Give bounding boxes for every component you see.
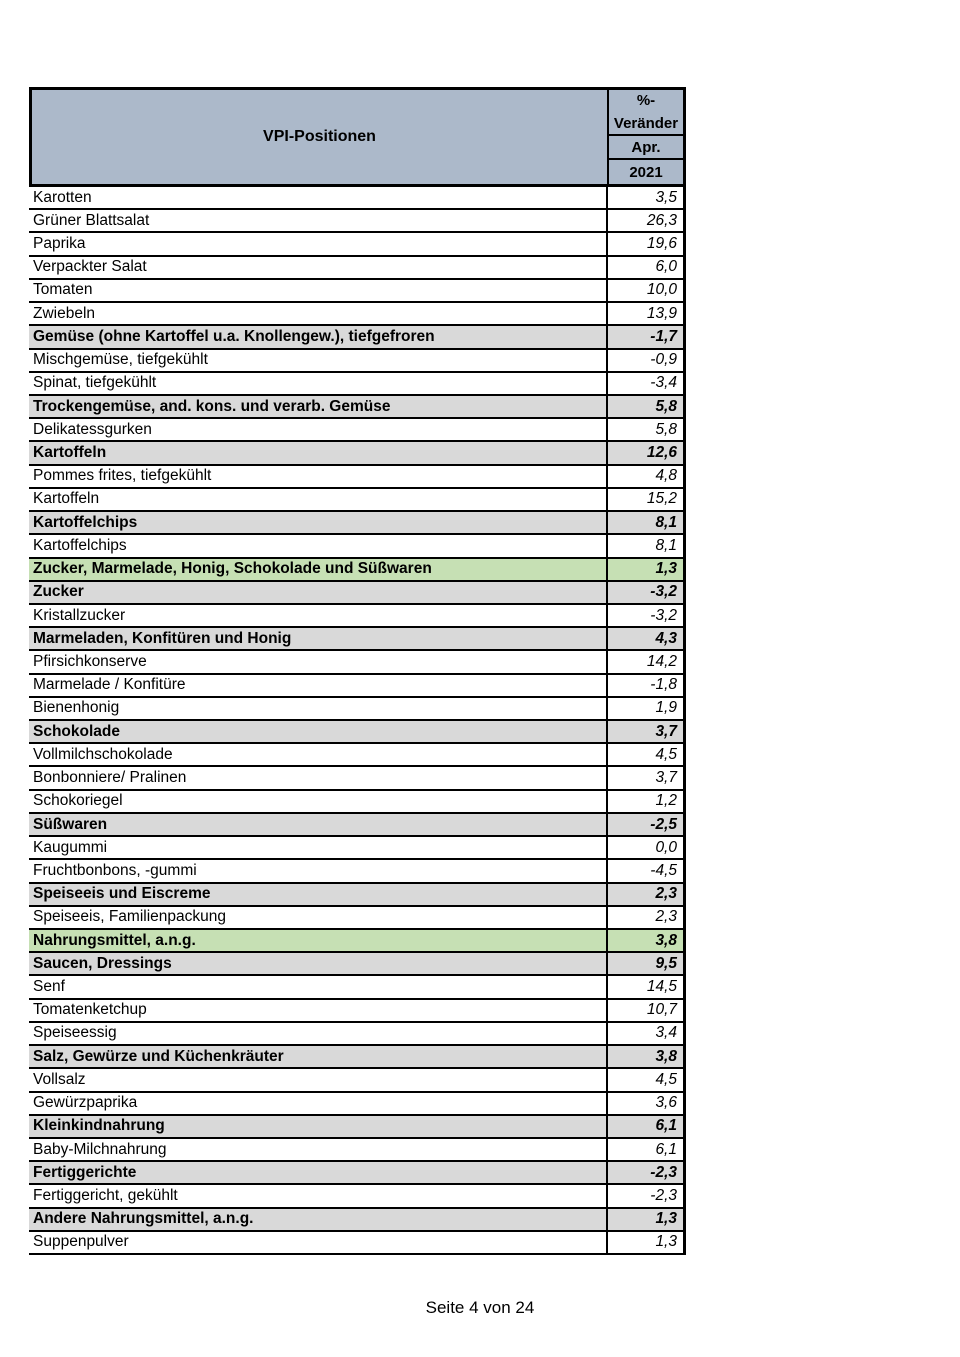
table-row — [29, 721, 686, 744]
table-row — [29, 1185, 686, 1208]
table-row — [29, 512, 686, 535]
table-row — [29, 559, 686, 582]
table-row — [29, 373, 686, 396]
table-row — [29, 814, 686, 837]
row-value: 3,4 — [606, 1023, 686, 1044]
row-value: 26,3 — [606, 210, 686, 231]
row-value: 4,5 — [606, 744, 686, 765]
row-value: 19,6 — [606, 233, 686, 254]
table-row — [29, 860, 686, 883]
row-value: 1,2 — [606, 791, 686, 812]
row-value: 9,5 — [606, 953, 686, 974]
row-label: Andere Nahrungsmittel, a.n.g. — [33, 1210, 254, 1228]
table-row — [29, 303, 686, 326]
row-label: Grüner Blattsalat — [33, 211, 150, 229]
row-value: 3,7 — [606, 767, 686, 788]
table-row — [29, 791, 686, 814]
row-value: 1,3 — [606, 1209, 686, 1230]
page-number: Seite 4 von 24 — [425, 1298, 535, 1317]
row-value: 3,6 — [606, 1093, 686, 1114]
row-value: 1,3 — [606, 1232, 686, 1253]
row-label: Fertiggericht, gekühlt — [33, 1187, 178, 1205]
row-value: 6,1 — [606, 1116, 686, 1137]
table-row — [29, 976, 686, 999]
table-row — [29, 257, 686, 280]
row-value: 4,8 — [606, 466, 686, 487]
row-value: 1,3 — [606, 559, 686, 580]
row-label: Kleinkindnahrung — [33, 1117, 165, 1135]
change-column-header — [609, 90, 683, 184]
row-value: -1,8 — [606, 675, 686, 696]
table-row — [29, 396, 686, 419]
table-row — [29, 698, 686, 721]
row-label: Süßwaren — [33, 815, 108, 833]
row-value: 6,1 — [606, 1139, 686, 1160]
row-label: Marmeladen, Konfitüren und Honig — [33, 629, 292, 647]
row-value: -4,5 — [606, 860, 686, 881]
table-row — [29, 930, 686, 953]
table-body — [29, 187, 686, 1255]
row-label: Senf — [33, 978, 65, 996]
row-label: Kartoffelchips — [33, 536, 127, 554]
row-value: 2,3 — [606, 907, 686, 928]
row-value: 12,6 — [606, 442, 686, 463]
row-value: 4,5 — [606, 1069, 686, 1090]
table-row — [29, 1116, 686, 1139]
row-value: 5,8 — [606, 419, 686, 440]
row-label: Speiseessig — [33, 1024, 117, 1042]
row-label: Vollmilchschokolade — [33, 745, 173, 763]
row-label: Tomatenketchup — [33, 1001, 147, 1019]
table-header — [29, 87, 686, 187]
row-value: 14,5 — [606, 976, 686, 997]
row-label: Trockengemüse, and. kons. und verarb. Gemüse — [33, 397, 391, 415]
row-value: 0,0 — [606, 837, 686, 858]
change-header-line1: %- — [636, 92, 656, 109]
row-label: Baby-Milchnahrung — [33, 1140, 167, 1158]
table-row — [29, 233, 686, 256]
table-row — [29, 1162, 686, 1185]
row-value: 15,2 — [606, 489, 686, 510]
table-row — [29, 907, 686, 930]
row-value: -2,3 — [606, 1162, 686, 1183]
row-label: Paprika — [33, 235, 86, 253]
table-row — [29, 1069, 686, 1092]
row-label: Gewürzpaprika — [33, 1094, 138, 1112]
row-value: 10,7 — [606, 1000, 686, 1021]
positions-column-header: VPI-Positionen — [32, 90, 609, 184]
table-row — [29, 953, 686, 976]
month-header: Apr. — [609, 136, 683, 160]
table-row — [29, 628, 686, 651]
row-label: Fertiggerichte — [33, 1163, 137, 1181]
change-header-line2: Veränder — [613, 115, 679, 132]
table-row — [29, 1000, 686, 1023]
row-label: Zucker, Marmelade, Honig, Schokolade und Süßwaren — [33, 560, 432, 578]
table-row — [29, 837, 686, 860]
row-value: -2,5 — [606, 814, 686, 835]
table-row — [29, 675, 686, 698]
table-row — [29, 1232, 686, 1255]
table-row — [29, 1046, 686, 1069]
row-value: 3,8 — [606, 1046, 686, 1067]
row-value: -3,2 — [606, 605, 686, 626]
row-label: Kartoffelchips — [33, 513, 138, 531]
row-value: 4,3 — [606, 628, 686, 649]
row-label: Salz, Gewürze und Küchenkräuter — [33, 1047, 284, 1065]
row-label: Bonbonniere/ Pralinen — [33, 769, 187, 787]
row-label: Mischgemüse, tiefgekühlt — [33, 351, 208, 369]
table-row — [29, 1023, 686, 1046]
row-label: Kartoffeln — [33, 490, 100, 508]
row-label: Saucen, Dressings — [33, 954, 172, 972]
row-value: -2,3 — [606, 1185, 686, 1206]
row-value: 10,0 — [606, 280, 686, 301]
row-label: Bienenhonig — [33, 699, 120, 717]
table-row — [29, 466, 686, 489]
table-row — [29, 280, 686, 303]
row-label: Speiseeis, Familienpackung — [33, 908, 226, 926]
row-label: Suppenpulver — [33, 1233, 129, 1251]
table-row — [29, 767, 686, 790]
table-row — [29, 326, 686, 349]
row-label: Delikatessgurken — [33, 420, 152, 438]
table-row — [29, 1093, 686, 1116]
row-value: -0,9 — [606, 350, 686, 371]
row-label: Fruchtbonbons, -gummi — [33, 861, 197, 879]
row-label: Gemüse (ohne Kartoffel u.a. Knollengew.), tiefgefroren — [33, 327, 435, 345]
row-value: 2,3 — [606, 884, 686, 905]
row-label: Karotten — [33, 188, 92, 206]
table-row — [29, 442, 686, 465]
row-value: 8,1 — [606, 535, 686, 556]
row-value: -3,4 — [606, 373, 686, 394]
row-label: Tomaten — [33, 281, 93, 299]
table-row — [29, 1209, 686, 1232]
row-label: Zucker — [33, 583, 84, 601]
row-value: 3,7 — [606, 721, 686, 742]
table-row — [29, 489, 686, 512]
row-value: 13,9 — [606, 303, 686, 324]
row-value: 3,5 — [606, 187, 686, 208]
row-label: Speiseeis und Eiscreme — [33, 885, 211, 903]
table-row — [29, 744, 686, 767]
year-header: 2021 — [629, 163, 663, 181]
row-label: Pommes frites, tiefgekühlt — [33, 467, 212, 485]
row-label: Zwiebeln — [33, 304, 96, 322]
change-header-label — [609, 90, 683, 136]
row-label: Schokolade — [33, 722, 120, 740]
row-label: Kaugummi — [33, 838, 108, 856]
row-value: 5,8 — [606, 396, 686, 417]
row-label: Vollsalz — [33, 1070, 86, 1088]
row-label: Kartoffeln — [33, 444, 107, 462]
row-label: Marmelade / Konfitüre — [33, 676, 186, 694]
table-row — [29, 210, 686, 233]
table-row — [29, 651, 686, 674]
row-value: 1,9 — [606, 698, 686, 719]
table-row — [29, 884, 686, 907]
vpi-table — [29, 87, 686, 1255]
row-value: 3,8 — [606, 930, 686, 951]
table-row — [29, 419, 686, 442]
row-label: Schokoriegel — [33, 792, 123, 810]
row-value: 8,1 — [606, 512, 686, 533]
table-row — [29, 350, 686, 373]
table-row — [29, 535, 686, 558]
table-row — [29, 582, 686, 605]
table-row — [29, 605, 686, 628]
row-label: Verpackter Salat — [33, 258, 147, 276]
table-row — [29, 1139, 686, 1162]
row-label: Spinat, tiefgekühlt — [33, 374, 157, 392]
row-label: Pfirsichkonserve — [33, 652, 147, 670]
row-label: Nahrungsmittel, a.n.g. — [33, 931, 196, 949]
row-value: -3,2 — [606, 582, 686, 603]
row-value: 6,0 — [606, 257, 686, 278]
row-value: -1,7 — [606, 326, 686, 347]
row-label: Kristallzucker — [33, 606, 126, 624]
table-row — [29, 187, 686, 210]
row-value: 14,2 — [606, 651, 686, 672]
